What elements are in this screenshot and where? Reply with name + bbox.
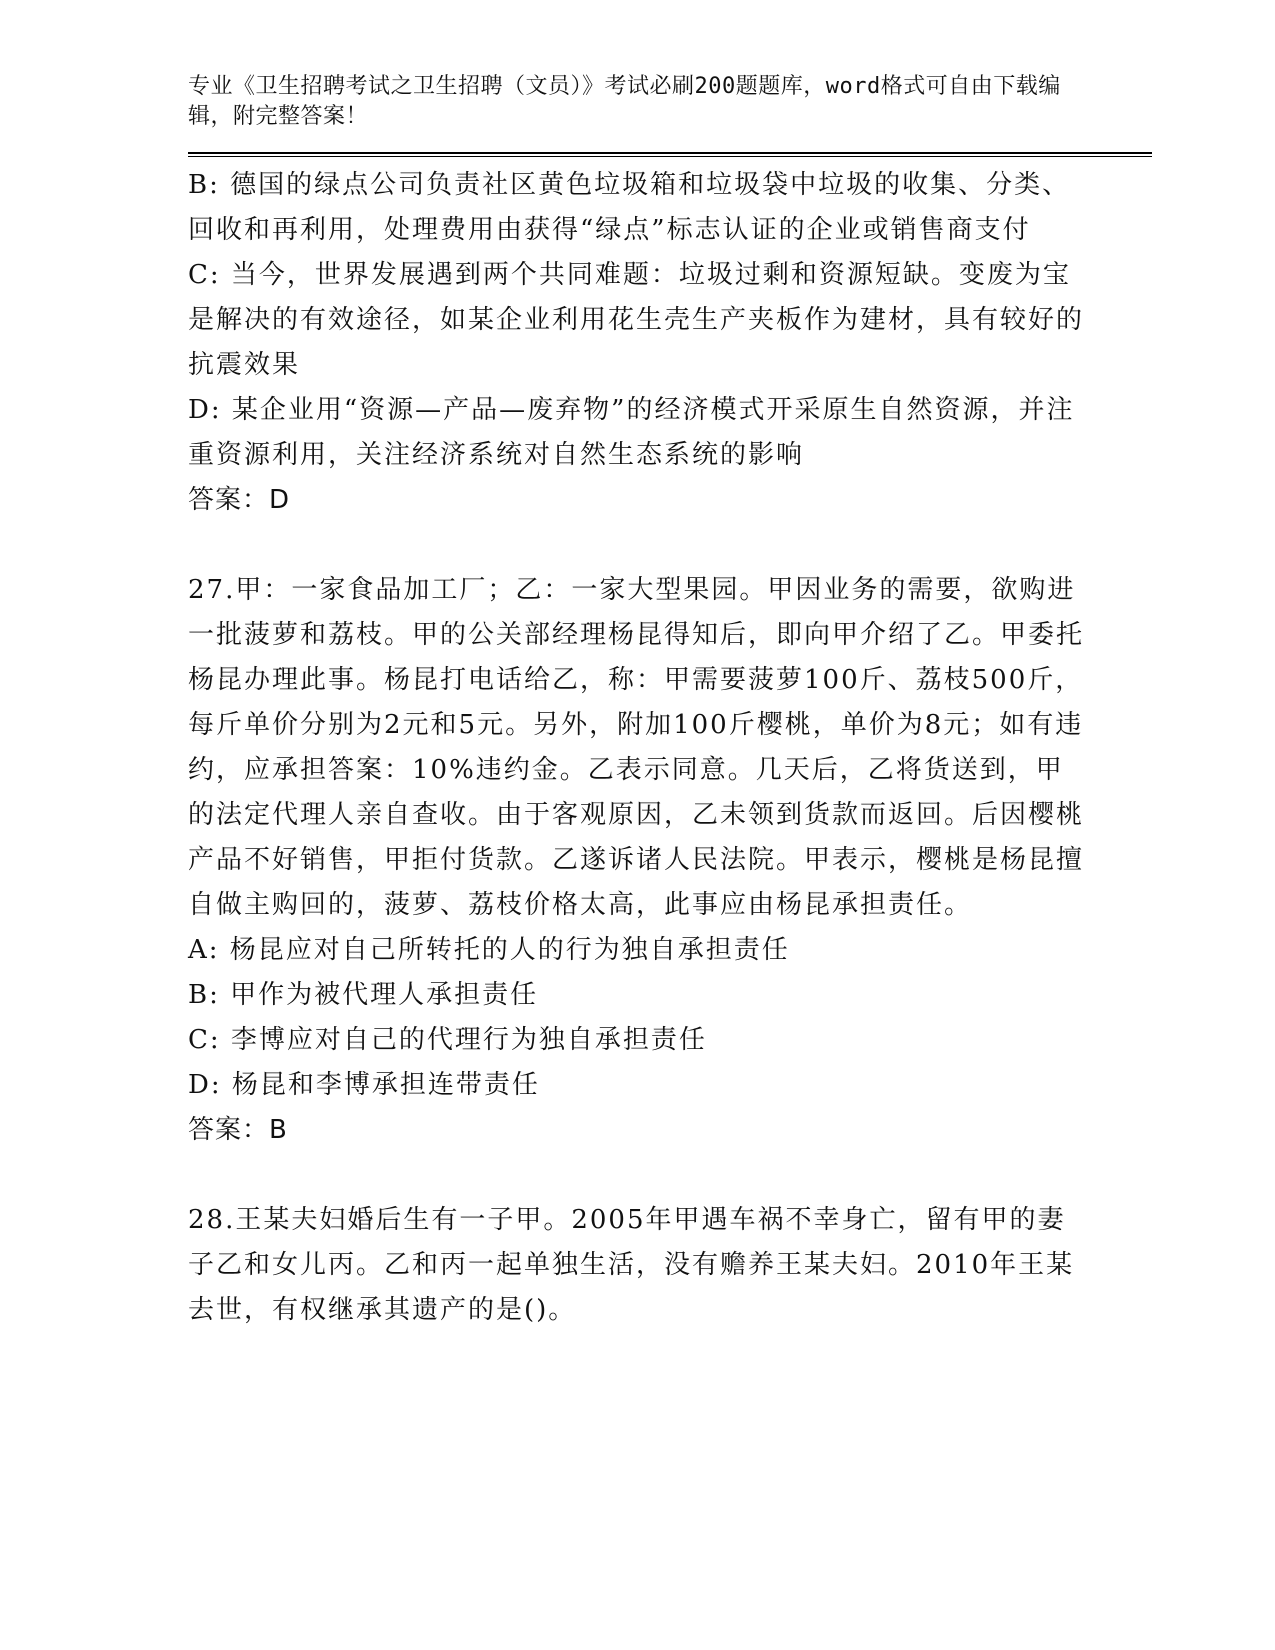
- question-27-option-c: C: 李博应对自己的代理行为独自承担责任: [188, 1025, 707, 1055]
- prev-option-b: B: 德国的绿点公司负责社区黄色垃圾箱和垃圾袋中垃圾的收集、分类、回收和再利用，处理费用由获得“绿点”标志认证的企业或销售商支付: [188, 170, 1071, 245]
- document-header: 专业《卫生招聘考试之卫生招聘（文员）》考试必刷200题题库，word格式可自由下载编辑，附完整答案！: [188, 74, 1061, 129]
- header-divider: [188, 152, 1152, 157]
- question-27-option-d: D: 杨昆和李博承担连带责任: [188, 1070, 540, 1100]
- prev-option-c: C: 当今，世界发展遇到两个共同难题：垃圾过剩和资源短缺。变废为宝是解决的有效途径，如某企业利用花生壳生产夹板作为建材，具有较好的抗震效果: [188, 260, 1085, 380]
- question-28-stem: 28.王某夫妇婚后生有一子甲。2005年甲遇车祸不幸身亡，留有甲的妻子乙和女儿丙。乙和丙一起单独生活，没有赡养王某夫妇。2010年王某去世，有权继承其遗产的是()。: [188, 1205, 1075, 1325]
- document-content: [188, 163, 1088, 1333]
- document-page: [188, 72, 1088, 1333]
- prev-option-d: D: 某企业用“资源—产品—废弃物”的经济模式开采原生自然资源，并注重资源利用，关注经济系统对自然生态系统的影响: [188, 395, 1075, 470]
- spacer: [188, 523, 1088, 568]
- question-27-stem: 27.甲：一家食品加工厂；乙：一家大型果园。甲因业务的需要，欲购进一批菠萝和荔枝。甲的公关部经理杨昆得知后，即向甲介绍了乙。甲委托杨昆办理此事。杨昆打电话给乙，称：甲需要菠萝100斤、荔枝500斤，每斤单价分别为2元和5元。另外，附加100斤樱桃，单价为8元；如有违约，应承担答案：10%违约金。乙表示同意。几天后，乙将货送到，甲的法定代理人亲自查收。由于客观原因，乙未领到货款而返回。后因樱桃产品不好销售，甲拒付货款。乙遂诉诸人民法院。甲表示，樱桃是杨昆擅自做主购回的，菠萝、荔枝价格太高，此事应由杨昆承担责任。: [188, 575, 1085, 920]
- question-27-option-a: A: 杨昆应对自己所转托的人的行为独自承担责任: [188, 935, 790, 965]
- question-27-answer: 答案：B: [188, 1115, 288, 1145]
- spacer: [188, 1153, 1088, 1198]
- prev-answer: 答案：D: [188, 485, 291, 515]
- question-27-option-b: B: 甲作为被代理人承担责任: [188, 980, 539, 1010]
